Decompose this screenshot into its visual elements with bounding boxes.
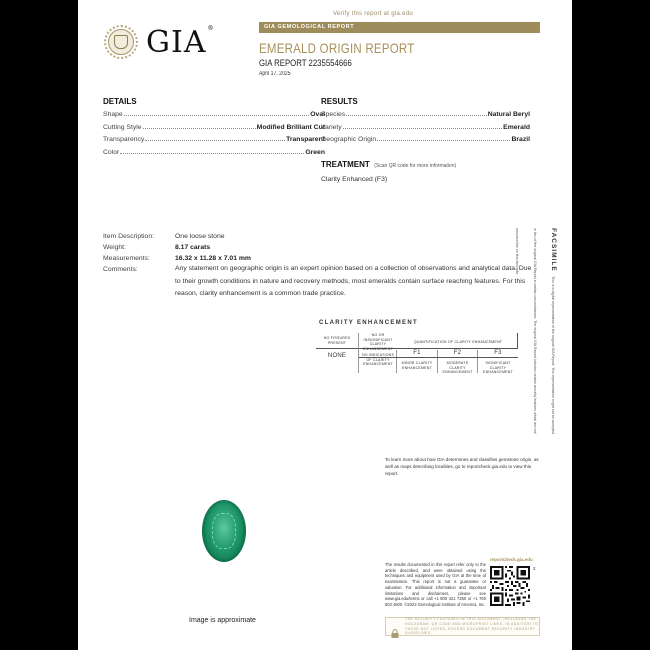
grade-f3-desc: SIGNIFICANT CLARITY ENHANCEMENT: [483, 361, 513, 374]
treatment-heading: TREATMENT: [321, 159, 370, 169]
results-section: [321, 97, 530, 183]
reportcheck-link[interactable]: reportcheck.gia.edu: [490, 557, 533, 562]
facsimile-heading: FACSIMILE: [550, 228, 557, 272]
image-caption: Image is approximate: [189, 617, 256, 624]
details-row-transparency: Transparency Transparent: [103, 136, 325, 143]
security-notice: [385, 617, 540, 636]
security-text: THE SECURITY FEATURES IN THIS DOCUMENT, INCLUDING THE HOLOGRAM, QR CODE AND MICROPRINT LINES, IN ADDITION TO THOSE NOT LISTED, EXCEED DOCUMENT SECURITY INDUSTRY GUIDELINES.: [405, 617, 539, 636]
report-number: GIA REPORT 2235554666: [259, 58, 352, 69]
details-section: [103, 97, 325, 160]
weight-row: Weight: 8.17 carats: [103, 244, 211, 251]
details-row-color: Color Green: [103, 148, 325, 156]
grade-f3: F3: [494, 350, 502, 356]
disclaimer-text: The results documented in this report refer only to the article described, and were obtained using the techniques and equipment used by GIA at the time of examination. This report is not a guarantee or valuation. For additional information and important limitations and disclaimers, please see www.gia.edu/terms or call +1 800 421 7250 or +1 760 603 4500. ©2023 Gemological Institute of America, Inc.: [385, 562, 486, 607]
grade-f1: F1: [413, 350, 421, 356]
results-row-origin: Geographic Origin Brazil: [321, 136, 530, 143]
emerald-image: [202, 500, 246, 562]
gia-logo: [104, 24, 224, 60]
no-indications: NO INDICATIONS OF CLARITY ENHANCEMENT: [361, 353, 395, 366]
report-type-bar: GIA GEMOLOGICAL REPORT: [259, 22, 540, 33]
qr-page-number: 2: [533, 566, 536, 571]
treatment-note: (Scan QR code for more information): [374, 162, 457, 169]
details-row-shape: Shape Oval: [103, 111, 325, 118]
no-fissures-header: NO FISSURES PRESENT: [323, 336, 351, 345]
measurements-row: Measurements: 16.32 x 11.28 x 7.01 mm: [103, 255, 251, 262]
learn-more-text: To learn more about how GIA determines and classifies gemstone origin, as well as maps describing localities, go to reportcheck.gia.edu to view this report.: [385, 457, 539, 476]
qr-code-icon[interactable]: [490, 566, 530, 606]
verify-link[interactable]: Verify this report at gia.edu: [332, 11, 414, 17]
clarity-enhancement-table: [316, 333, 518, 377]
treatment-value: Clarity Enhanced (F3): [321, 175, 388, 183]
logo-text: GIA®: [146, 24, 215, 60]
padlock-icon: [391, 623, 399, 631]
report-date: April 17, 2025: [259, 71, 291, 77]
results-row-variety: Variety Emerald: [321, 123, 530, 131]
item-info: [103, 233, 533, 305]
comments-row: Comments: Any statement on geographic origin is an expert opinion based on a collection of observations and analytical data. Due to their growth conditions in nature and recovery methods, most emeralds contain surface reaching features. For this reason, clarity enhancement is a common trade practice.: [103, 265, 532, 297]
clarity-enhancement-title: CLARITY ENHANCEMENT: [319, 320, 418, 326]
details-row-cutting-style: Cutting Style Modified Brilliant Cut: [103, 123, 325, 131]
details-heading: DETAILS: [103, 97, 137, 106]
none-label: NONE: [327, 353, 347, 359]
grade-f2: F2: [453, 350, 462, 356]
treatment-block: [321, 154, 530, 183]
grade-f2-desc: MODERATE CLARITY ENHANCEMENT: [442, 361, 473, 374]
facsimile-notice: [515, 228, 565, 438]
quantification-header: QUANTIFICATION OF CLARITY ENHANCEMENT: [413, 340, 503, 344]
report-title: EMERALD ORIGIN REPORT: [259, 40, 415, 56]
grade-f1-desc: MINOR CLARITY ENHANCEMENT: [401, 361, 433, 370]
no-insignificant-header: NO OR INSIGNIFICANT CLARITY ENHANCEMENT: [363, 333, 393, 351]
results-heading: RESULTS: [321, 97, 358, 106]
item-description-row: Item Description: One loose stone: [103, 233, 225, 240]
gia-seal-icon: [104, 25, 138, 59]
results-row-species: Species Natural Beryl: [321, 111, 530, 118]
report-page: [78, 0, 572, 650]
facsimile-text: This is a digital representation of the original GIA Report. This representation might not be accepted in lieu of the original GIA Report in certain circumstances. The original GIA Report includes certain security features which are not reproducible on this facsimile.: [515, 228, 555, 435]
